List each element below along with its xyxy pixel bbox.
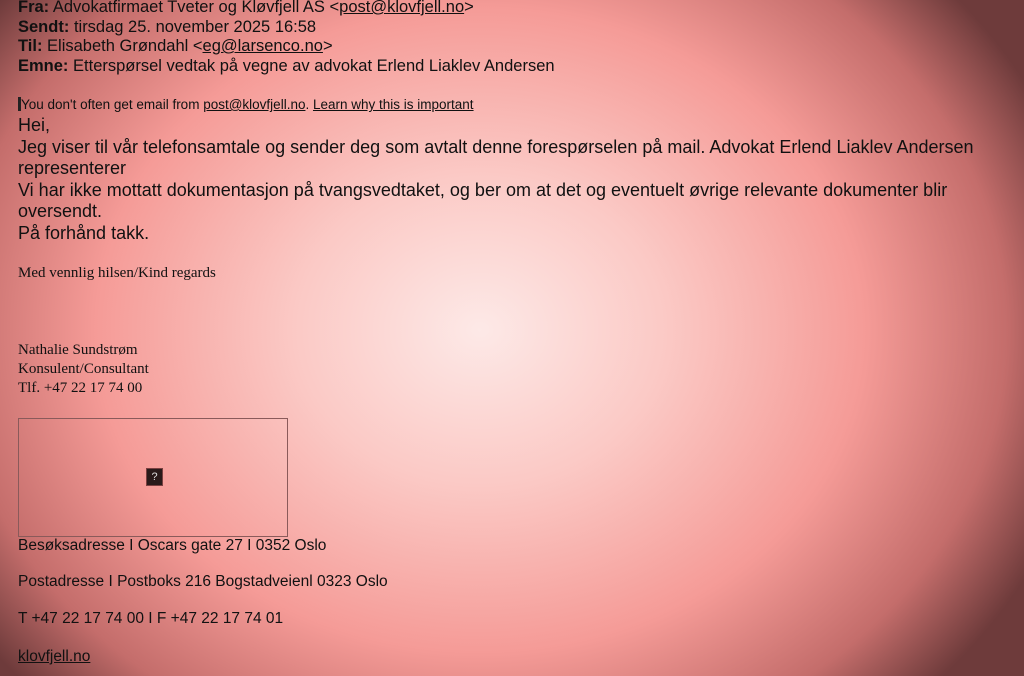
- external-sender-banner: You don't often get email from post@klovfjell.no. Learn why this is important: [18, 97, 474, 112]
- signature-name: Nathalie Sundstrøm: [18, 342, 138, 358]
- subject-value: Etterspørsel vedtak på vegne av advokat Erlend Liaklev Andersen: [73, 57, 555, 75]
- signature-title: Konsulent/Consultant: [18, 361, 149, 377]
- subject-line: [18, 57, 555, 76]
- sent-line: [18, 18, 316, 37]
- banner-text: You don't often get email from: [21, 97, 204, 112]
- from-line: Fra: Advokatfirmaet Tveter og Kløvfjell AS <post@klovfjell.no>: [18, 0, 474, 16]
- banner-email-link[interactable]: post@klovfjell.no: [203, 97, 306, 112]
- to-email-link[interactable]: eg@larsenco.no: [202, 37, 323, 55]
- post-address: Postadresse I Postboks 216 Bogstadveienl 0323 Oslo: [18, 573, 388, 590]
- from-name: Advokatfirmaet Tveter og Kløvfjell AS <: [52, 0, 340, 16]
- tel-fax: T +47 22 17 74 00 I F +47 22 17 74 01: [18, 610, 284, 627]
- body-paragraph-1: Jeg viser til vår telefonsamtale og sender deg som avtalt denne forespørselen på mail. Advokat Erlend Liaklev Andersen representerer: [18, 136, 974, 178]
- greeting: Hei,: [18, 115, 51, 135]
- closing: Med vennlig hilsen/Kind regards: [18, 265, 216, 281]
- sent-label: Sendt:: [18, 18, 70, 36]
- body-paragraph-2: Vi har ikke mottatt dokumentasjon på tvangsvedtaket, og ber om at det og eventuelt øvrige relevante dokumenter blir oversendt.: [18, 179, 948, 221]
- from-email-link[interactable]: post@klovfjell.no: [339, 0, 465, 16]
- from-label: Fra:: [18, 0, 50, 16]
- to-line: Til: Elisabeth Grøndahl <eg@larsenco.no>: [18, 37, 333, 55]
- website-link[interactable]: klovfjell.no: [18, 648, 91, 665]
- to-name: Elisabeth Grøndahl <: [47, 37, 203, 55]
- subject-label: Emne:: [18, 57, 69, 75]
- learn-why-link[interactable]: Learn why this is important: [312, 97, 474, 112]
- email-body: [18, 115, 998, 244]
- signature-image-placeholder: [18, 418, 288, 537]
- sent-value: tirsdag 25. november 2025 16:58: [73, 18, 317, 36]
- signature-phone: Tlf. +47 22 17 74 00: [18, 380, 143, 396]
- broken-image-icon: ?: [146, 468, 163, 486]
- thanks-line: På forhånd takk.: [18, 222, 150, 243]
- to-label: Til:: [18, 37, 43, 55]
- visit-address: Besøksadresse I Oscars gate 27 I 0352 Oslo: [18, 537, 327, 554]
